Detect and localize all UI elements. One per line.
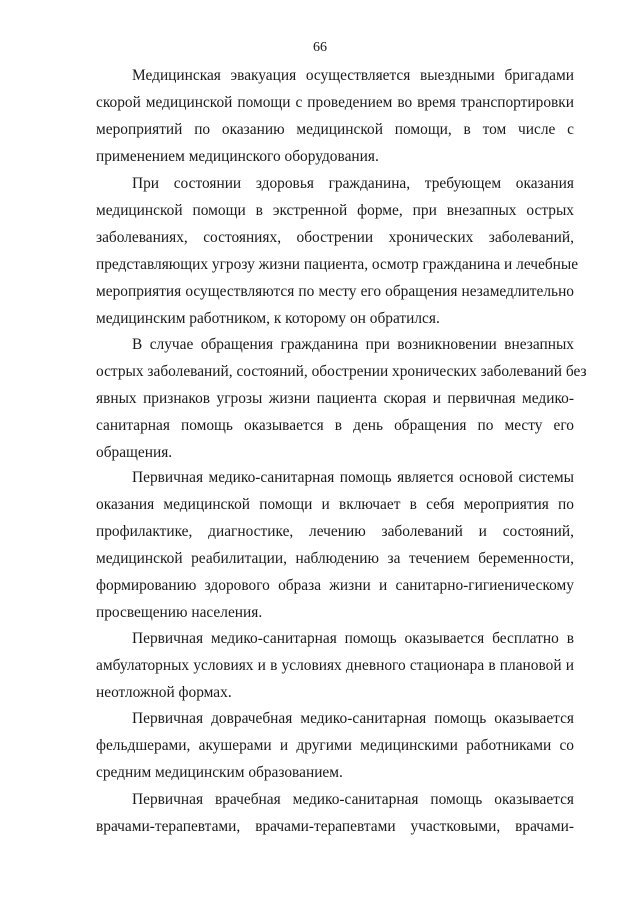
paragraph-free-care <box>96 625 574 706</box>
text-line: При состоянии здоровья гражданина, требующем оказания <box>132 175 574 192</box>
text-line: представляющих угрозу жизни пациента, осмотр гражданина и лечебные <box>96 256 579 273</box>
text-line: Первичная доврачебная медико-санитарная помощь оказывается <box>132 710 574 727</box>
text-line: Первичная медико-санитарная помощь является основой системы <box>132 469 574 486</box>
text-line: врачами-терапевтами, врачами-терапевтами участковыми, врачами- <box>96 818 574 835</box>
text-line: медицинской реабилитации, наблюдению за течением беременности, <box>96 550 574 567</box>
text-line: острых заболеваний, состояний, обострении хронических заболеваний без <box>96 363 587 380</box>
page-number: 66 <box>313 40 327 55</box>
text-line: мероприятия осуществляются по месту его обращения незамедлительно <box>96 283 574 300</box>
paragraph-pre-medical-care <box>96 705 574 786</box>
paragraph-medical-evacuation <box>96 62 574 170</box>
text-line: скорой медицинской помощи с проведением во время транспортировки <box>96 94 574 111</box>
text-line: применением медицинского оборудования. <box>96 148 379 165</box>
paragraph-emergency-care <box>96 170 579 332</box>
text-line: неотложной формах. <box>96 684 232 701</box>
text-line: профилактике, диагностике, лечению заболеваний и состояний, <box>96 523 574 540</box>
text-line: Первичная медико-санитарная помощь оказывается бесплатно в <box>132 630 574 647</box>
text-line: фельдшерами, акушерами и другими медицинскими работниками со <box>96 737 574 754</box>
text-line: медицинской помощи в экстренной форме, при внезапных острых <box>96 202 574 219</box>
paragraph-physician-care <box>96 786 574 840</box>
text-line: обращения. <box>96 444 173 461</box>
text-line: средним медицинским образованием. <box>96 764 343 781</box>
text-line: В случае обращения гражданина при возникновении внезапных <box>132 336 574 353</box>
text-line: явных признаков угрозы жизни пациента скорая и первичная медико- <box>96 390 574 407</box>
text-line: формированию здорового образа жизни и санитарно-гигиеническому <box>96 577 574 594</box>
paragraph-primary-care-basis <box>96 464 574 626</box>
text-line: просвещению населения. <box>96 604 263 621</box>
paragraph-urgent-care <box>96 331 587 466</box>
text-line: медицинским работником, к которому он обратился. <box>96 310 440 327</box>
text-line: заболеваниях, состояниях, обострении хронических заболеваний, <box>96 229 574 246</box>
text-line: оказания медицинской помощи и включает в себя мероприятия по <box>96 496 574 513</box>
text-line: Первичная врачебная медико-санитарная помощь оказывается <box>132 791 574 808</box>
text-line: санитарная помощь оказывается в день обращения по месту его <box>96 417 574 434</box>
text-line: амбулаторных условиях и в условиях дневного стационара в плановой и <box>96 657 574 674</box>
text-line: мероприятий по оказанию медицинской помощи, в том числе с <box>96 121 574 138</box>
text-line: Медицинская эвакуация осуществляется выездными бригадами <box>132 67 574 84</box>
